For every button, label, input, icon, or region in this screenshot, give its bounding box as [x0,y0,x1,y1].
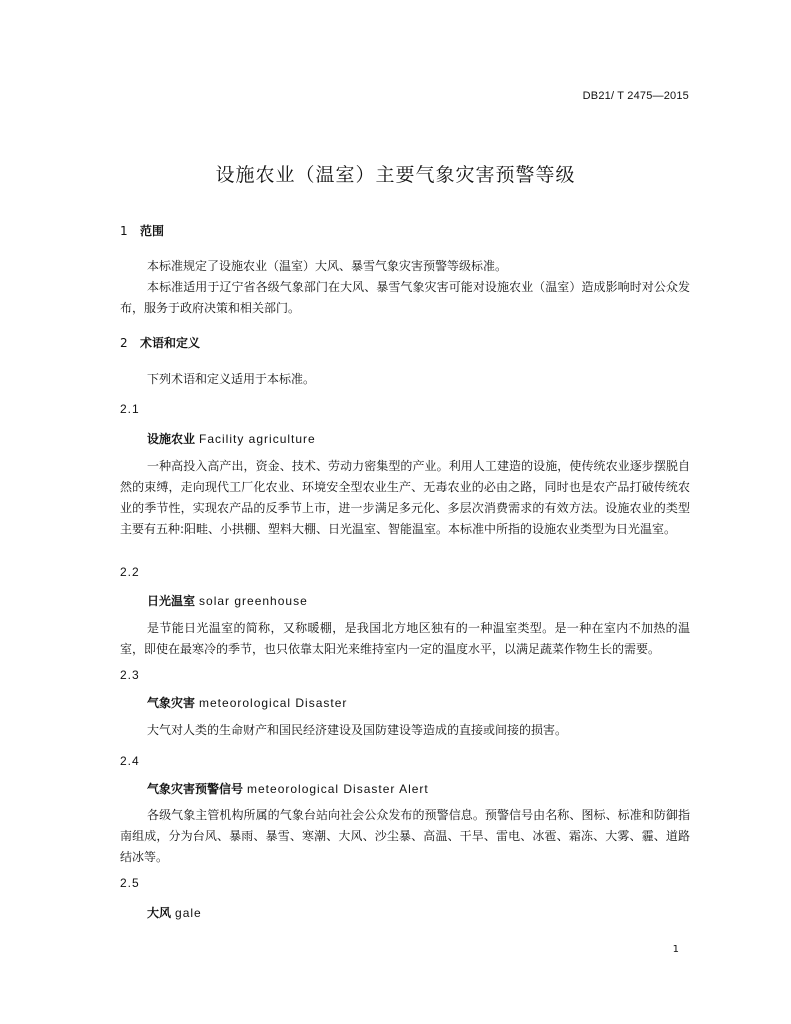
clause-number: 2.5 [120,876,140,890]
term-heading [147,430,316,447]
term-heading [147,780,429,797]
terms-intro-paragraph: 下列术语和定义适用于本标准。 [147,372,316,386]
standard-code: DB21/ T 2475—2015 [582,90,689,102]
clause-number: 2.3 [120,668,140,682]
term-chinese: 设施农业 [147,432,196,446]
clause-number: 2.4 [120,754,140,768]
clause-number: 2.2 [120,565,140,579]
section-number: 1 [120,224,128,238]
term-english: meteorological Disaster Alert [247,782,429,796]
term-english: gale [175,906,202,920]
term-heading [147,904,202,921]
term-definition: 是节能日光温室的简称，又称暖棚，是我国北方地区独有的一种温室类型。是一种在室内不加热的温室，即使在最寒冷的季节，也只依靠太阳光来维持室内一定的温度水平，以满足蔬菜作物生长的需要。 [120,621,690,656]
term-heading [147,694,347,711]
term-definition: 各级气象主管机构所属的气象台站向社会公众发布的预警信息。预警信号由名称、图标、标准和防御指南组成，分为台风、暴雨、暴雪、寒潮、大风、沙尘暴、高温、干旱、雷电、冰雹、霜冻、大雾、霾、道路结冰等。 [120,808,690,864]
clause-number: 2.1 [120,402,140,416]
section-heading-scope [120,222,164,239]
section-number: 2 [120,336,128,350]
term-definition: 一种高投入高产出，资金、技术、劳动力密集型的产业。利用人工建造的设施，使传统农业逐步摆脱自然的束缚，走向现代工厂化农业、环境安全型农业生产、无毒农业的必由之路，同时也是农产品打破传统农业的季节性，实现农产品的反季节上市，进一步满足多元化、多层次消费需求的有效方法。设施农业的类型主要有五种:阳畦、小拱棚、塑料大棚、日光温室、智能温室。本标准中所指的设施农业类型为日光温室。 [120,459,690,536]
term-english: solar greenhouse [199,594,308,608]
section-label: 术语和定义 [140,336,201,350]
term-chinese: 气象灾害 [147,696,196,710]
scope-paragraph-1: 本标准规定了设施农业（温室）大风、暴雪气象灾害预警等级标准。 [147,259,508,273]
term-chinese: 气象灾害预警信号 [147,782,244,796]
page-number: 1 [672,944,679,955]
term-english: Facility agriculture [199,432,316,446]
scope-paragraph-2: 本标准适用于辽宁省各级气象部门在大风、暴雪气象灾害可能对设施农业（温室）造成影响时对公众发布，服务于政府决策和相关部门。 [120,280,690,315]
term-definition: 大气对人类的生命财产和国民经济建设及国防建设等造成的直接或间接的损害。 [147,723,568,737]
term-chinese: 大风 [147,906,172,920]
term-chinese: 日光温室 [147,594,196,608]
term-heading [147,592,308,609]
document-title: 设施农业（温室）主要气象灾害预警等级 [215,164,576,186]
term-english: meteorological Disaster [199,696,348,710]
section-label: 范围 [140,224,165,238]
section-heading-terms [120,334,200,351]
